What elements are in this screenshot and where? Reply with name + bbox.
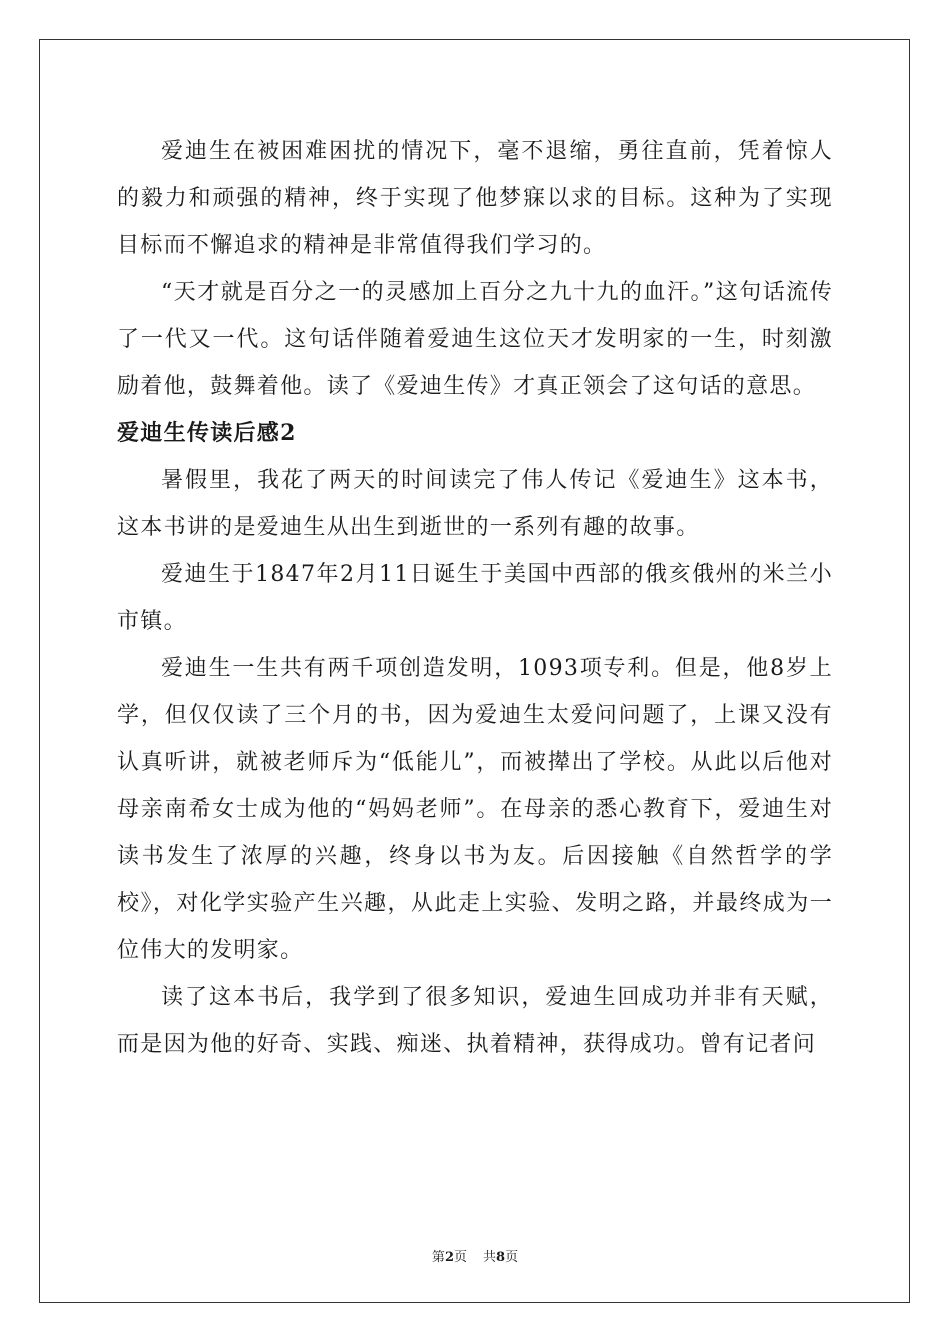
document-body — [117, 128, 833, 1068]
paragraph: 爱迪生在被困难困扰的情况下，毫不退缩，勇往直前，凭着惊人的毅力和顽强的精神，终于实现了他梦寐以求的目标。这种为了实现目标而不懈追求的精神是非常值得我们学习的。 — [117, 139, 833, 258]
page-prefix: 第 — [431, 1250, 445, 1265]
paragraph: 暑假里，我花了两天的时间读完了伟人传记《爱迪生》这本书，这本书讲的是爱迪生从出生到逝世的一系列有趣的故事。 — [117, 468, 833, 540]
total-suffix: 页 — [505, 1250, 519, 1265]
page-suffix: 页 — [453, 1250, 467, 1265]
page-footer — [0, 1246, 950, 1265]
section-heading: 爱迪生传读后感2 — [117, 420, 297, 446]
paragraph: “天才就是百分之一的灵感加上百分之九十九的血汗。”这句话流传了一代又一代。这句话伴随着爱迪生这位天才发明家的一生，时刻激励着他，鼓舞着他。读了《爱迪生传》才真正领会了这句话的意思。 — [117, 280, 833, 399]
page-number: 2 — [444, 1250, 454, 1265]
paragraph: 爱迪生一生共有两千项创造发明，1093项专利。但是，他8岁上学，但仅仅读了三个月的书，因为爱迪生太爱问问题了，上课又没有认真听讲，就被老师斥为“低能儿”，而被撵出了学校。从此以后他对母亲南希女士成为他的“妈妈老师”。在母亲的悉心教育下，爱迪生对读书发生了浓厚的兴趣，终身以书为友。后因接触《自然哲学的学校》，对化学实验产生兴趣，从此走上实验、发明之路，并最终成为一位伟大的发明家。 — [117, 656, 833, 963]
paragraph: 爱迪生于1847年2月11日诞生于美国中西部的俄亥俄州的米兰小市镇。 — [117, 562, 833, 634]
total-pages: 8 — [496, 1250, 506, 1265]
total-prefix: 共 — [483, 1250, 497, 1265]
paragraph: 读了这本书后，我学到了很多知识，爱迪生回成功并非有天赋，而是因为他的好奇、实践、痴迷、执着精神，获得成功。曾有记者问 — [117, 985, 833, 1057]
